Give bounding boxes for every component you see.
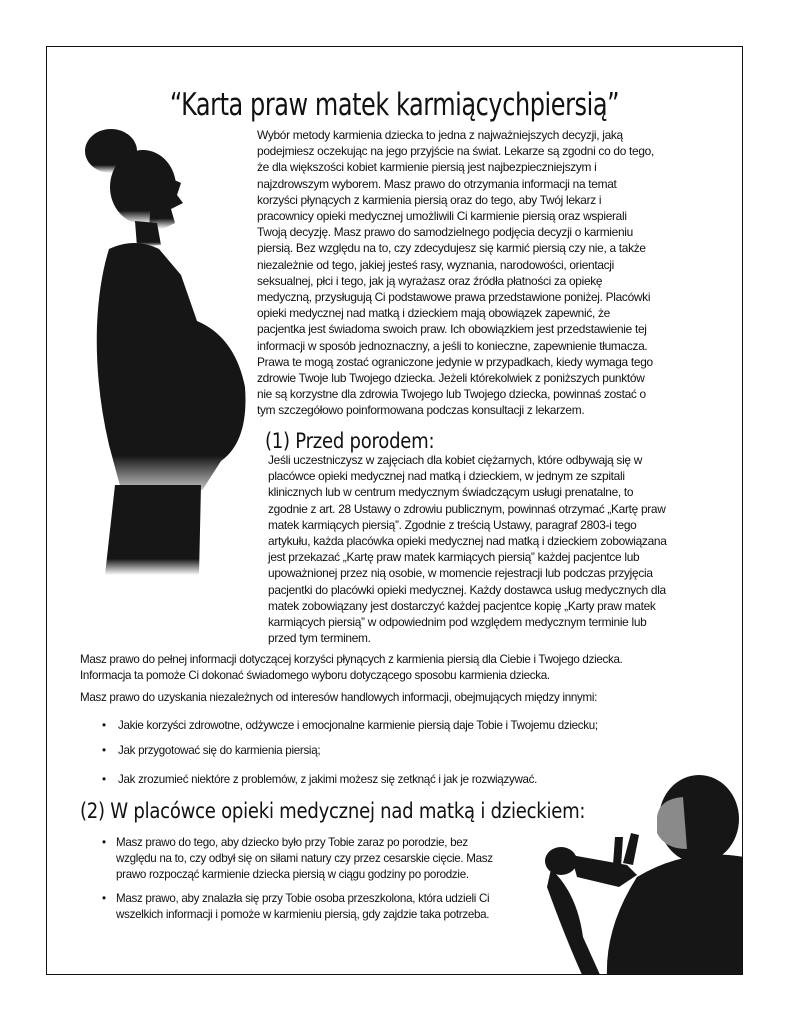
list-item xyxy=(102,744,662,757)
bullet-icon: • xyxy=(102,744,106,757)
document-title: “Karta praw matek karmiącychpiersią” xyxy=(169,87,620,123)
list-item-text: Masz prawo, aby znalazła się przy Tobie osoba przeszkolona, która udzieli Ci wszelkich informacji i pomoże w karmieniu piersią, gdy zajdzie taka potrzeba. xyxy=(116,892,490,921)
section-1-text: Jeśli uczestniczysz w zajęciach dla kobiet ciężarnych, które odbywają się w placówce opieki medycznej nad matką i dzieckiem, w jednym ze szpitali klinicznych lub w centrum medycznym świadczącym usługi prenatalne, to zgodnie z art. 28 Ustawy o zdrowiu publicznym, powinnaś otrzymać „Kartę praw matek karmiących piersią”. Zgodnie z treścią Ustawy, paragraf 2803-i tego artykułu, każda placówka opieki medycznej nad matką i dzieckiem zobowiązana jest przekazać „Kartę praw matek karmiących piersią” każdej pacjentce lub upoważnionej przez nią osobie, w momencie rejestracji lub podczas przyjęcia pacjentki do placówki opieki medycznej. Każdy dostawca usług medycznych dla matek zobowiązany jest dostarczyć każdej pacjentce kopię „Karty praw matek karmiących piersią” w odpowiednim pod względem medycznym terminie lub przed tym terminem. xyxy=(268,453,667,646)
list-item-text: Jakie korzyści zdrowotne, odżywcze i emocjonalne karmienie piersią daje Tobie i Twojemu dziecku; xyxy=(118,719,598,732)
list-item-text: Jak zrozumieć niektóre z problemów, z jakimi możesz się zetknąć i jak je rozwiązywać. xyxy=(118,773,538,786)
list-item xyxy=(102,773,662,786)
info-paragraph xyxy=(80,652,660,684)
pregnant-woman-silhouette xyxy=(53,125,269,575)
list-item xyxy=(102,719,662,732)
intro-text: Wybór metody karmienia dziecka to jedna z najważniejszych decyzji, jaką podejmiesz oczekując na jego przyjście na świat. Lekarze są zgodni co do tego, że dla większości kobiet karmienie piersią jest najbezpieczniejszym i najzdrowszym wyborem. Masz prawo do otrzymania informacji na temat korzyści płynących z karmienia piersią oraz do tego, aby Twój lekarz i pracownicy opieki medycznej umożliwili Ci karmienie piersią oraz wspierali Twoją decyzję. Masz prawo do samodzielnego podjęcia decyzji o karmieniu piersią. Bez względu na to, czy zdecydujesz się karmić piersią czy nie, a także niezależnie od tego, jakiej jesteś rasy, wyznania, narodowości, orientacji seksualnej, płci i tego, jak ją wyrażasz oraz źródła płatności za opiekę medyczną, przysługują Ci podstawowe prawa przedstawione poniżej. Placówki opieki medycznej nad matką i dzieckiem mają obowiązek zapewnić, że pacjentka jest świadoma swoich praw. Ich obowiązkiem jest przedstawienie tej informacji w sposób jednoznaczny, a jeśli to konieczne, zapewnienie tłumacza. Prawa te mogą zostać ograniczone jedynie w przypadkach, kiedy wymaga tego zdrowie Twoje lub Twojego dziecka. Jeżeli którekolwiek z poniższych punktów nie są korzystne dla zdrowia Twojego lub Twojego dziecka, powinnaś zostać o tym szczegółowo poinformowana podczas konsultacji z lekarzem. xyxy=(257,128,654,418)
independent-info-text: Masz prawo do uzyskania niezależnych od interesów handlowych informacji, obejmujących między innymi: xyxy=(80,691,598,704)
independent-info-paragraph xyxy=(80,690,660,706)
section-1-heading: (1) Przed porodem: xyxy=(265,429,435,453)
page-frame xyxy=(46,46,743,975)
bullet-icon: • xyxy=(102,773,106,786)
list-item xyxy=(102,835,502,883)
section-2-heading: (2) W placówce opieki medycznej nad matką i dzieckiem: xyxy=(80,799,586,823)
bullet-icon: • xyxy=(102,719,106,732)
section-2-list xyxy=(102,835,502,931)
section-1-body xyxy=(268,452,668,646)
intro-paragraph xyxy=(257,127,657,419)
bullet-icon: • xyxy=(102,836,106,849)
list-item-text: Masz prawo do tego, aby dziecko było przy Tobie zaraz po porodzie, bez względu na to, czy odbył się on siłami natury czy przez cesarskie cięcie. Masz prawo rozpocząć karmienie dziecka piersią w ciągu godziny po porodzie. xyxy=(116,836,493,881)
info-text: Masz prawo do pełnej informacji dotyczącej korzyści płynących z karmienia piersią dla Ciebie i Twojego dziecka. Informacja ta pomoże Ci dokonać świadomego wyboru dotyczącego sposobu karmienia dziecka. xyxy=(80,653,623,682)
list-item-text: Jak przygotować się do karmienia piersią; xyxy=(118,744,321,757)
list-item xyxy=(102,891,502,923)
bullet-icon: • xyxy=(102,892,106,905)
